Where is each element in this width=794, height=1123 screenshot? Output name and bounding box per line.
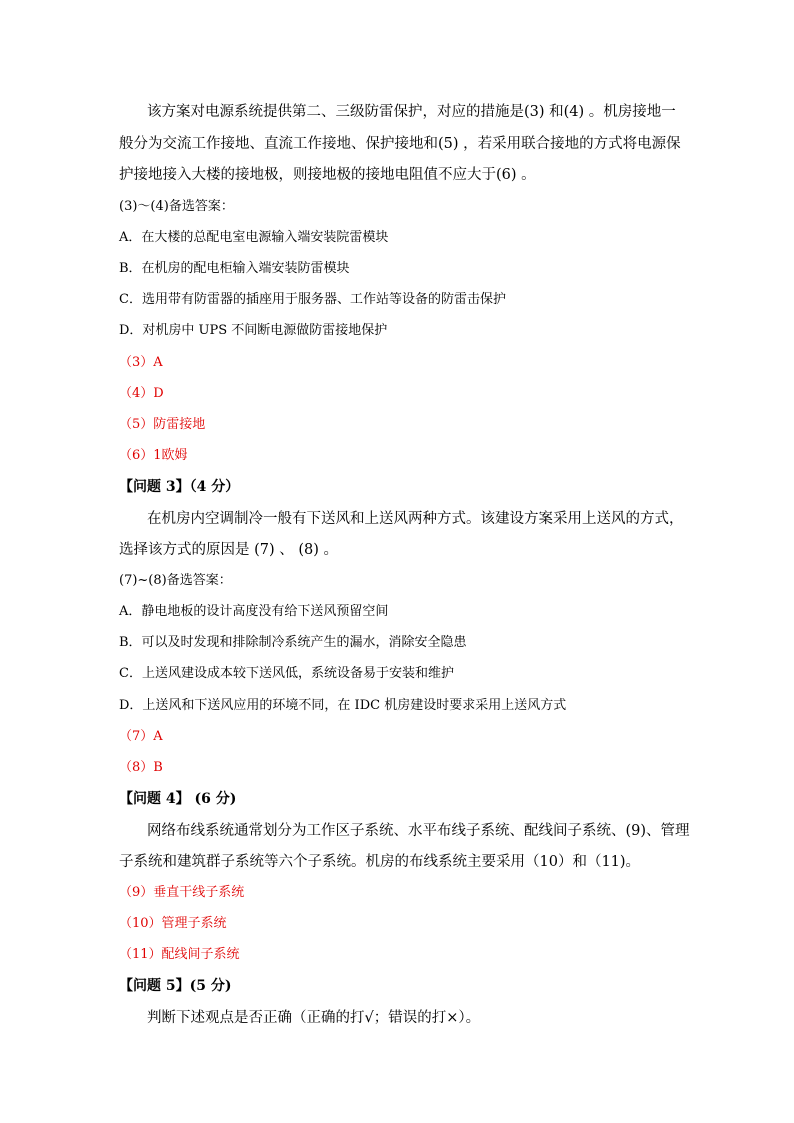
q2-option-c: C．选用带有防雷器的插座用于服务器、工作站等设备的防雷击保护	[119, 292, 506, 307]
q3-paragraph-line-1: 在机房内空调制冷一般有下送风和上送风两种方式。该建设方案采用上送风的方式，	[147, 511, 684, 527]
answer-3: （3）A	[119, 355, 163, 370]
q2-option-b: B．在机房的配电柜输入端安装防雷模块	[119, 261, 350, 276]
answer-4: （4）D	[119, 386, 164, 401]
q4-paragraph-line-2: 子系统和建筑群子系统等六个子系统。机房的布线系统主要采用（10）和（11)。	[119, 854, 641, 870]
answer-9: （9）垂直干线子系统	[119, 885, 245, 900]
q2-option-d: D．对机房中 UPS 不间断电源做防雷接地保护	[119, 323, 388, 338]
q2-paragraph-line-3: 护接地接入大楼的接地极，则接地极的接地电阻值不应大于(6) 。	[119, 167, 536, 183]
q5-paragraph: 判断下述观点是否正确（正确的打√；错误的打×）。	[147, 1010, 481, 1026]
q3-heading: 【问题 3】（4 分）	[119, 479, 240, 495]
answer-6: （6）1欧姆	[119, 448, 188, 463]
answer-8: （8）B	[119, 760, 163, 775]
q3-option-d: D．上送风和下送风应用的环境不同，在 IDC 机房建设时要求采用上送风方式	[119, 698, 567, 713]
q3-option-a: A．静电地板的设计高度没有给下送风预留空间	[119, 604, 389, 619]
answer-7: （7）A	[119, 729, 163, 744]
answer-10: （10）管理子系统	[119, 916, 227, 931]
q2-paragraph-line-2: 般分为交流工作接地、直流工作接地、保护接地和(5) ，若采用联合接地的方式将电源保	[119, 136, 681, 152]
q2-paragraph-line-1: 该方案对电源系统提供第二、三级防雷保护，对应的措施是(3) 和(4) 。机房接地一	[147, 104, 676, 120]
q3-option-b: B．可以及时发现和排除制冷系统产生的漏水，消除安全隐患	[119, 635, 467, 650]
q3-options-title: (7)~(8)备选答案：	[119, 573, 232, 588]
q2-option-a: A．在大楼的总配电室电源输入端安装院雷模块	[119, 230, 389, 245]
q2-options-title: (3)～(4)备选答案：	[119, 199, 234, 214]
answer-11: （11）配线间子系统	[119, 947, 240, 962]
q3-option-c: C．上送风建设成本较下送风低，系统设备易于安装和维护	[119, 666, 454, 681]
q4-heading: 【问题 4】 (6 分)	[119, 791, 237, 807]
answer-5: （5）防雷接地	[119, 417, 206, 432]
q3-paragraph-line-2: 选择该方式的原因是 (7) 、 (8) 。	[119, 542, 339, 558]
q5-heading: 【问题 5】(5 分)	[119, 978, 232, 994]
q4-paragraph-line-1: 网络布线系统通常划分为工作区子系统、水平布线子系统、配线间子系统、(9)、管理	[147, 823, 690, 839]
